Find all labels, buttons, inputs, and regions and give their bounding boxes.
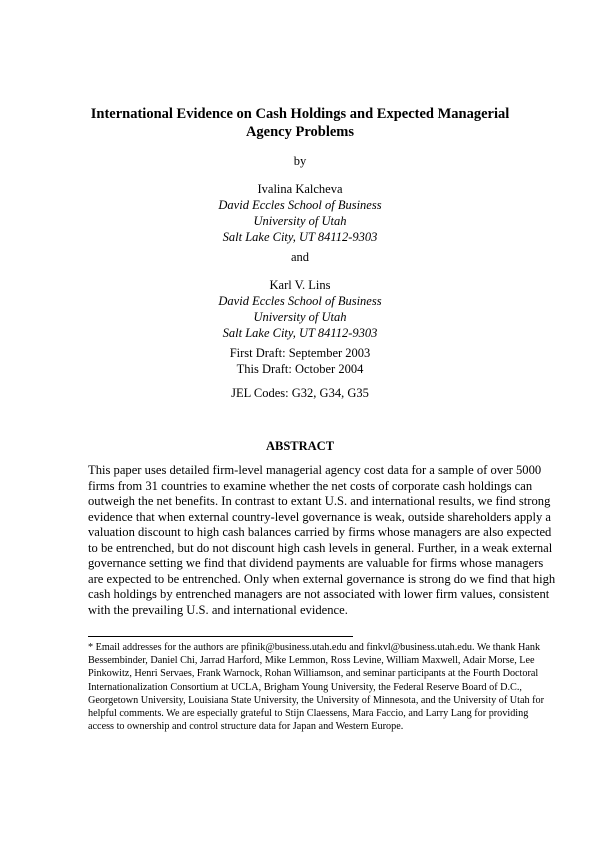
footnote-line: * Email addresses for the authors are pfinik@business.utah.edu and finkvl@business.utah.edu. We thank Hank (88, 642, 541, 653)
title-line-1: International Evidence on Cash Holdings and Expected Managerial (90, 106, 510, 122)
abstract-line: firms from 31 countries to examine whether the net costs of corporate cash holdings can (88, 478, 533, 493)
footnote-line: Pinkowitz, Henri Servaes, Frank Warnock, Rohan Williamson, and seminar participants at the Fourth Doctoral (88, 668, 539, 680)
author-address: Salt Lake City, UT 84112-9303 (222, 230, 378, 244)
this-draft: This Draft: October 2004 (236, 362, 364, 376)
abstract-line: governance setting we find that dividend payments are valuable for firms whose managers (88, 556, 544, 570)
author-name: Karl V. Lins (269, 278, 331, 292)
draft-dates (0, 345, 600, 377)
paper-title (80, 105, 520, 141)
abstract-line: with the prevailing U.S. and international evidence. (88, 602, 348, 617)
author-block-1 (0, 181, 600, 245)
author-university: University of Utah (253, 310, 347, 324)
footnote-line: helpful comments. We are especially grateful to Stijn Claessens, Mara Faccio, and Larry Lang for providing (88, 708, 529, 720)
footnote-line: Internationalization Consortium at UCLA, Brigham Young University, the Federal Reserve Board of D.C., (88, 681, 522, 693)
abstract-line: to be entrenched, but do not discount high cash levels in general. Further, in a weak external (88, 540, 553, 555)
abstract-line: valuation discount to high cash balances carried by firms whose managers are also expected (88, 525, 552, 539)
first-draft: First Draft: September 2003 (229, 346, 371, 360)
footnote-line: access to ownership and control structure data for Japan and Western Europe. (88, 721, 404, 733)
jel-codes: JEL Codes: G32, G34, G35 (231, 386, 369, 400)
author-school: David Eccles School of Business (218, 294, 382, 308)
footnote-line: Bessembinder, Daniel Chi, Jarrad Harford, Mike Lemmon, Ross Levine, William Maxwell, Adair Morse, Lee (88, 655, 535, 667)
footnote-divider (88, 636, 353, 637)
author-university: University of Utah (253, 214, 347, 228)
abstract-line: evidence that when external country-level governance is weak, outside shareholders apply a (88, 509, 551, 524)
title-line-2: Agency Problems (245, 124, 355, 140)
and-label: and (290, 250, 310, 264)
abstract-line: cash holdings by entrenched managers are not associated with lower firm values, consistent (88, 587, 550, 601)
abstract-heading: ABSTRACT (265, 439, 335, 453)
author-school: David Eccles School of Business (218, 198, 382, 212)
abstract-line: outweigh the net benefits. In contrast to extant U.S. and international results, we find strong (88, 494, 551, 508)
author-block-2 (0, 277, 600, 341)
by-label: by (293, 154, 307, 168)
footnote-line: Georgetown University, Louisiana State University, the University of Minnesota, and the University of Utah for (88, 694, 544, 706)
author-address: Salt Lake City, UT 84112-9303 (222, 326, 378, 340)
abstract-line: are expected to be entrenched. Only when external governance is strong do we find that high (88, 571, 556, 586)
abstract-line: This paper uses detailed firm-level managerial agency cost data for a sample of over 5000 (88, 463, 542, 477)
author-name: Ivalina Kalcheva (257, 182, 343, 196)
footnote (88, 641, 544, 733)
abstract-body (88, 463, 556, 618)
